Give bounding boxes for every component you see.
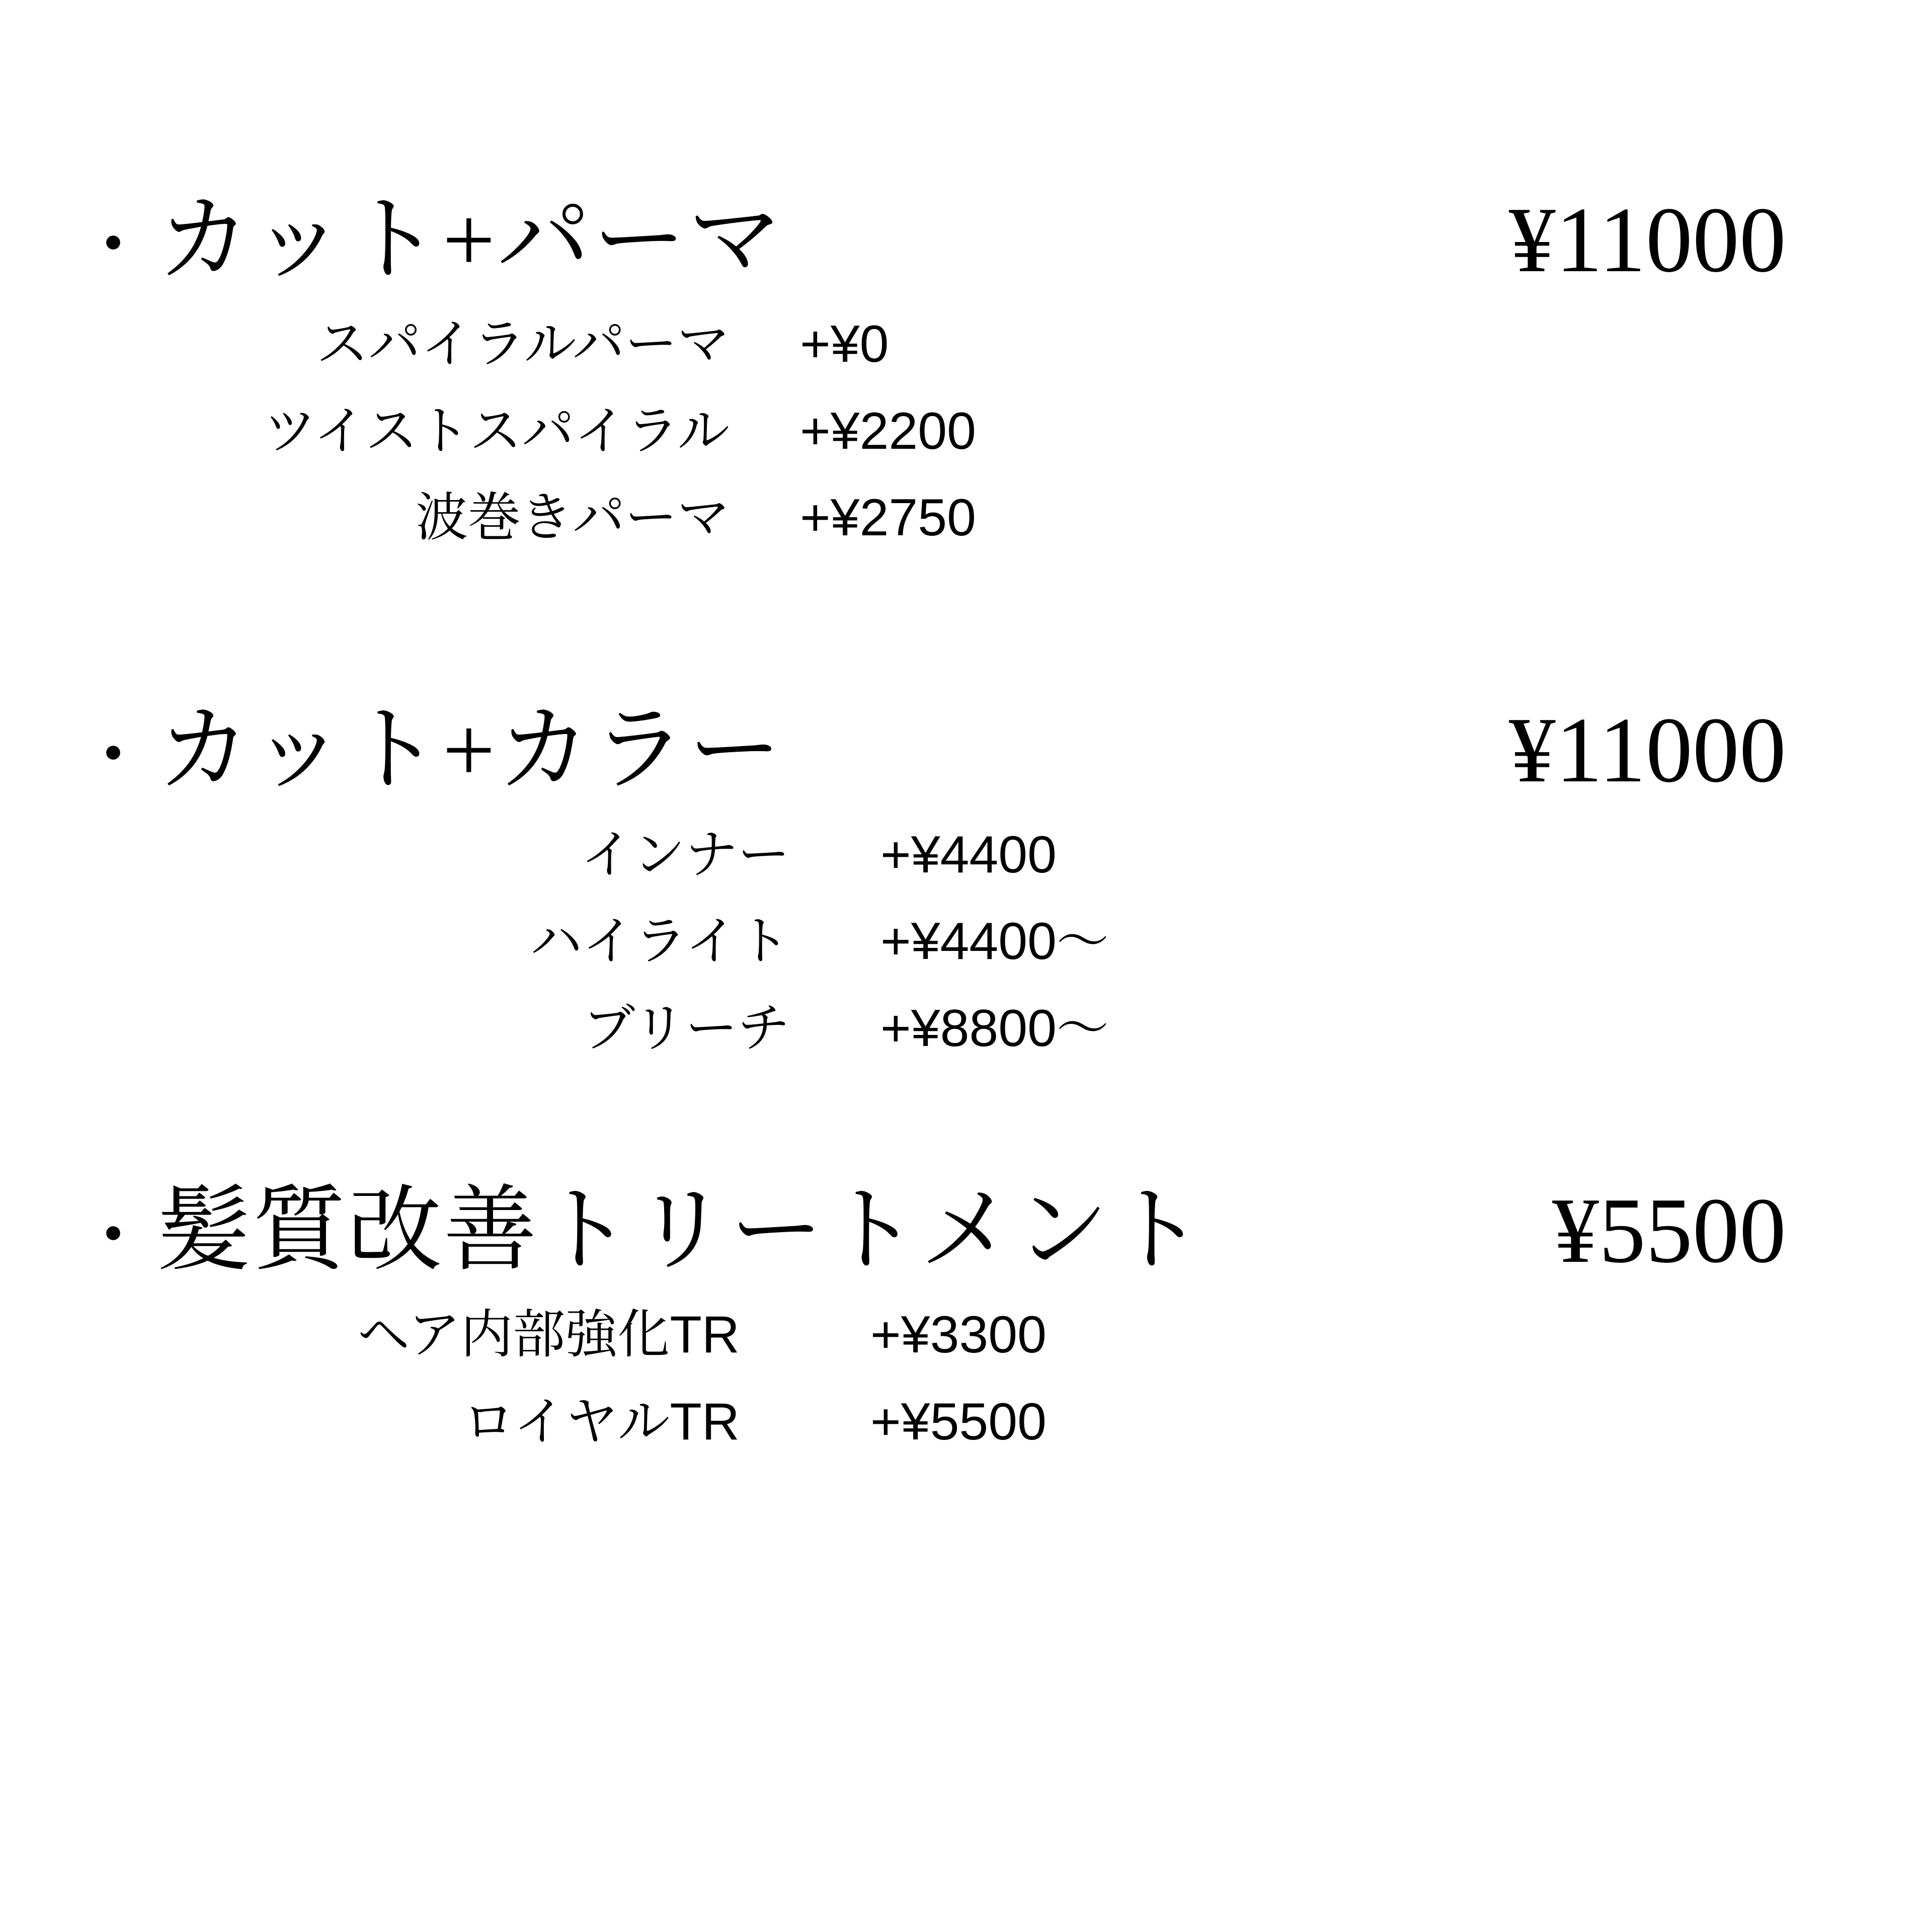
option-row bbox=[35, 315, 1932, 373]
option-row bbox=[35, 489, 1932, 546]
service-price: ¥11000 bbox=[1508, 698, 1786, 802]
option-list-color bbox=[0, 826, 1932, 1057]
service-main-row-perm bbox=[0, 188, 1932, 292]
service-name: カット+パーマ bbox=[157, 188, 784, 292]
option-price: +¥2750 bbox=[800, 489, 976, 547]
option-label: 波巻きパーマ bbox=[415, 489, 730, 547]
option-price: +¥8800〜 bbox=[880, 999, 1109, 1058]
option-row bbox=[35, 913, 1932, 970]
option-list-perm bbox=[0, 315, 1932, 546]
option-row bbox=[35, 403, 1932, 460]
section-spacer bbox=[0, 1086, 1932, 1182]
service-name: カット+カラー bbox=[157, 698, 784, 802]
option-label: インナー bbox=[580, 825, 790, 884]
service-price: ¥5500 bbox=[1552, 1178, 1786, 1282]
service-name: 髪質改善トリートメント bbox=[157, 1178, 1206, 1282]
option-row bbox=[35, 1000, 1932, 1057]
option-price: +¥4400〜 bbox=[880, 912, 1109, 971]
option-price: +¥2200 bbox=[800, 401, 976, 460]
option-price: +¥4400 bbox=[880, 825, 1057, 884]
service-block-color bbox=[0, 698, 1932, 1058]
option-label: スパイラルパーマ bbox=[316, 315, 730, 374]
option-price: +¥5500 bbox=[870, 1392, 1046, 1451]
option-price: +¥0 bbox=[800, 315, 889, 374]
section-spacer bbox=[0, 576, 1932, 701]
service-main-row-treatment bbox=[0, 1178, 1932, 1282]
bullet-icon: ・ bbox=[75, 713, 151, 798]
service-block-treatment bbox=[0, 1178, 1932, 1451]
bullet-icon: ・ bbox=[75, 1193, 151, 1278]
option-row bbox=[35, 1393, 1932, 1451]
option-label: ヘア内部強化TR bbox=[357, 1306, 740, 1364]
service-block-perm bbox=[0, 188, 1932, 547]
option-label: ロイヤルTR bbox=[462, 1392, 740, 1451]
option-list-treatment bbox=[0, 1306, 1932, 1451]
option-row bbox=[35, 1306, 1932, 1363]
service-main-row-color bbox=[0, 698, 1932, 802]
option-label: ツイストスパイラル bbox=[264, 401, 730, 460]
bullet-icon: ・ bbox=[75, 203, 151, 287]
service-price: ¥11000 bbox=[1508, 188, 1786, 292]
option-label: ブリーチ bbox=[583, 999, 790, 1058]
option-label: ハイライト bbox=[530, 912, 790, 971]
option-row bbox=[35, 826, 1932, 883]
option-price: +¥3300 bbox=[870, 1306, 1046, 1364]
